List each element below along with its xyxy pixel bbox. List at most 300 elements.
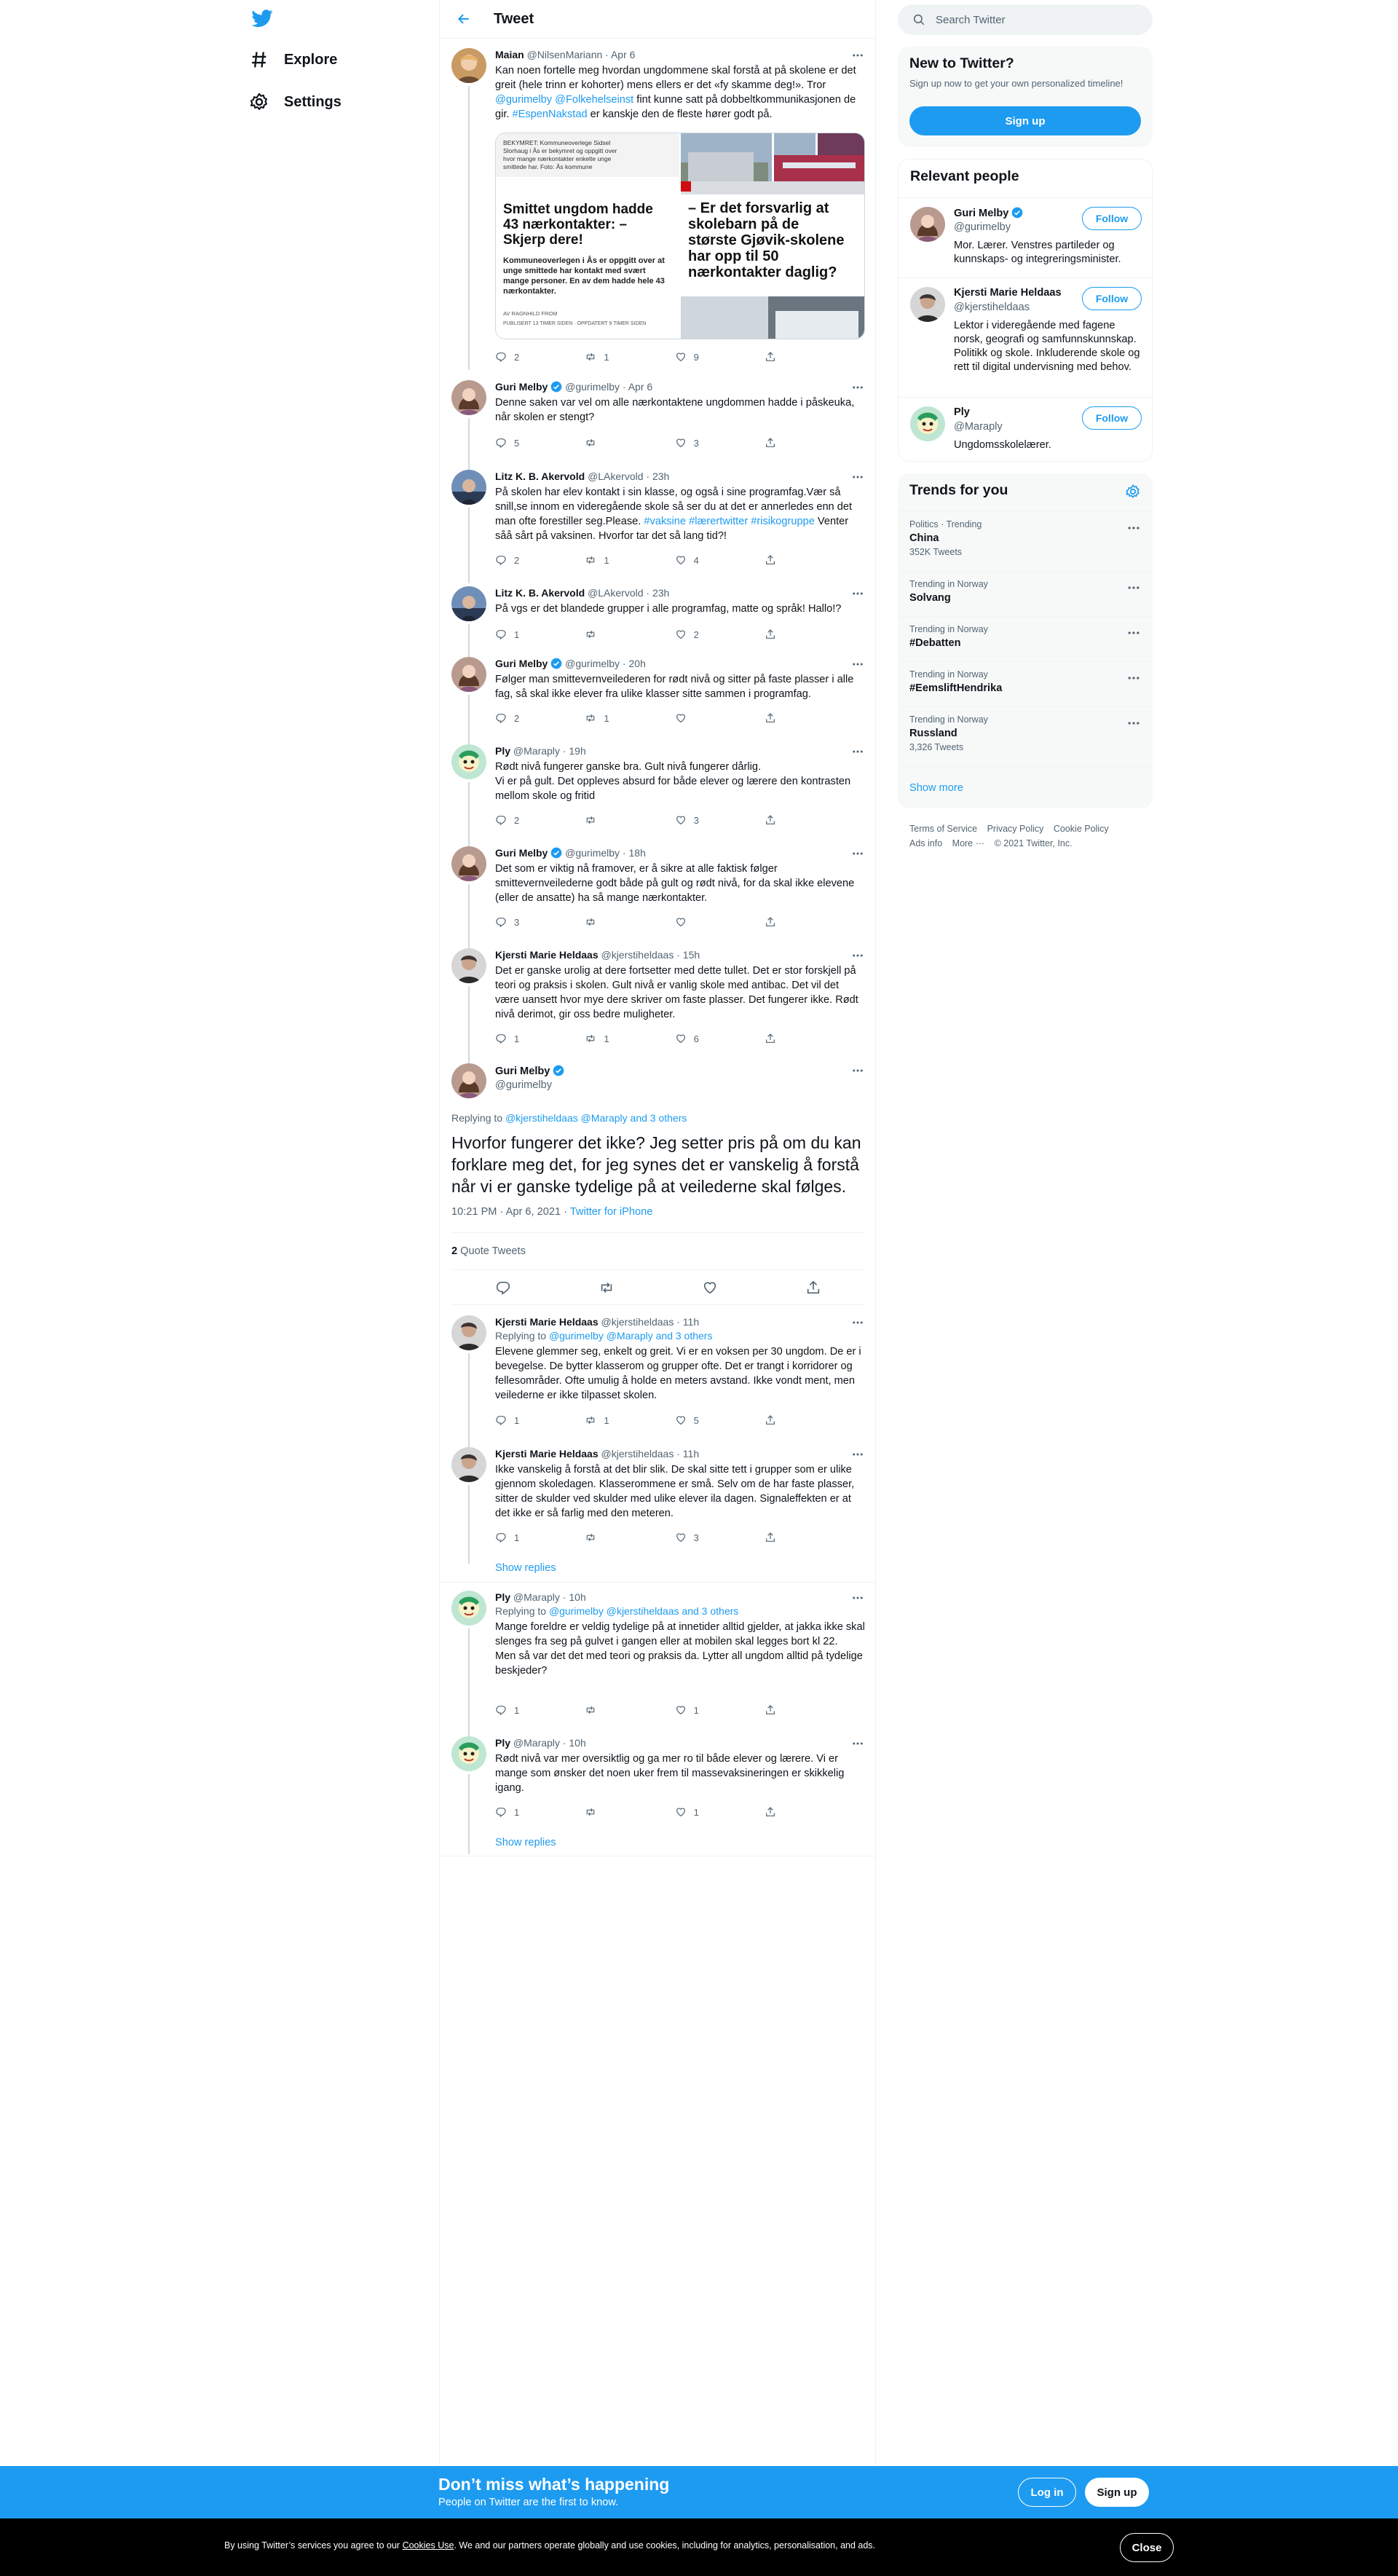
trend-item[interactable] — [898, 511, 1153, 571]
more-icon[interactable] — [850, 48, 865, 63]
share-button[interactable] — [765, 1806, 808, 1818]
trends-title: Trends for you — [909, 482, 1008, 498]
author-name[interactable]: Guri Melby — [495, 381, 548, 393]
retweet-icon — [585, 351, 596, 363]
tweet-actions — [495, 1806, 808, 1818]
footer-privacy-link[interactable]: Privacy Policy — [987, 824, 1044, 834]
heart-icon — [675, 629, 687, 640]
more-icon[interactable] — [850, 948, 865, 963]
person-handle[interactable]: @kjerstiheldaas — [954, 302, 1030, 313]
trend-item[interactable] — [898, 661, 1153, 706]
mention-link[interactable]: @gurimelby — [495, 94, 553, 106]
reply-icon — [495, 437, 507, 449]
more-icon[interactable] — [850, 1736, 865, 1751]
retweet-button[interactable] — [585, 351, 628, 363]
share-button[interactable] — [765, 1414, 808, 1426]
replying-to-links[interactable]: @gurimelby @Maraply and 3 others — [548, 1330, 713, 1342]
more-icon[interactable] — [1126, 716, 1141, 730]
gear-icon[interactable] — [1125, 484, 1141, 500]
tweet-time[interactable]: Apr 6 — [628, 381, 653, 393]
retweet-icon[interactable] — [599, 1280, 615, 1296]
media-right-article — [681, 133, 865, 339]
trend-item[interactable] — [898, 571, 1153, 616]
share-icon[interactable] — [805, 1280, 821, 1296]
back-arrow-icon[interactable] — [451, 7, 476, 31]
tweet-time[interactable]: 10h — [569, 1737, 586, 1749]
main-header — [440, 0, 875, 39]
cookie-close-button[interactable]: Close — [1120, 2533, 1174, 2562]
retweet-count: 1 — [604, 554, 609, 566]
tweet-time[interactable]: 20h — [628, 658, 646, 669]
share-button[interactable] — [765, 814, 808, 826]
share-icon — [765, 1033, 776, 1044]
avatar[interactable] — [451, 470, 486, 505]
media-left-article — [496, 133, 679, 339]
author-handle[interactable]: @Maraply — [513, 1591, 560, 1603]
share-icon — [765, 1806, 776, 1818]
author-name[interactable]: Litz K. B. Akervold — [495, 587, 585, 599]
media-byline: AV RAGNHILD FROM — [503, 310, 558, 317]
share-icon — [765, 814, 776, 826]
person-handle[interactable]: @Maraply — [954, 421, 1003, 433]
avatar[interactable] — [451, 1447, 486, 1482]
focal-author-handle[interactable]: @gurimelby — [495, 1079, 553, 1091]
retweet-count: 1 — [604, 1414, 609, 1426]
hashtag-link[interactable]: #risikogruppe — [751, 516, 815, 527]
person-name[interactable]: Kjersti Marie Heldaas — [954, 287, 1062, 299]
tweet-actions — [495, 629, 808, 640]
nav-item-settings[interactable] — [249, 84, 341, 120]
like-button[interactable] — [675, 814, 719, 826]
show-replies-link[interactable]: Show replies — [495, 1562, 556, 1574]
avatar[interactable] — [451, 1315, 486, 1350]
more-icon[interactable] — [850, 380, 865, 395]
follow-button[interactable]: Follow — [1082, 207, 1142, 230]
reply-button[interactable] — [495, 1532, 539, 1543]
follow-button[interactable]: Follow — [1082, 287, 1142, 310]
retweet-button[interactable] — [585, 1532, 628, 1543]
tweet-time[interactable]: 19h — [569, 745, 586, 757]
focal-time[interactable]: 10:21 PM · Apr 6, 2021 — [451, 1206, 561, 1218]
author-name[interactable]: Guri Melby — [495, 658, 548, 669]
person-card[interactable] — [899, 197, 1153, 277]
school-photo — [681, 133, 865, 194]
hashtag-link[interactable]: #EspenNakstad — [512, 109, 588, 120]
trend-count: 3,326 Tweets — [909, 742, 964, 752]
focal-tweet — [440, 1063, 877, 1311]
like-button[interactable] — [675, 712, 719, 724]
author-name[interactable]: Kjersti Marie Heldaas — [495, 1316, 599, 1328]
retweet-button[interactable] — [585, 554, 628, 566]
more-icon[interactable] — [850, 586, 865, 601]
quote-tweets-stat[interactable] — [451, 1232, 865, 1270]
retweet-icon — [585, 1532, 596, 1543]
thread-line — [468, 418, 470, 476]
tweet-header: Kjersti Marie Heldaas @kjerstiheldaas · 11h — [495, 1448, 700, 1460]
gear-icon — [249, 92, 269, 112]
sidebar-signup-button[interactable]: Sign up — [909, 106, 1141, 135]
search-icon — [912, 13, 925, 26]
cookies-use-link[interactable]: Cookies Use — [402, 2540, 454, 2551]
avatar[interactable] — [910, 406, 945, 441]
author-handle[interactable]: @kjerstiheldaas — [601, 1316, 674, 1328]
reply-button[interactable] — [495, 712, 539, 724]
share-button[interactable] — [765, 712, 808, 724]
retweet-button[interactable] — [585, 1414, 628, 1426]
tweet-header: Ply @Maraply · 19h — [495, 745, 586, 757]
reply-button[interactable] — [495, 554, 539, 566]
tweet-time[interactable]: 23h — [652, 587, 670, 599]
more-icon[interactable] — [850, 744, 865, 759]
author-handle[interactable]: @gurimelby — [565, 381, 620, 393]
reply-button[interactable] — [495, 1033, 539, 1044]
more-icon[interactable] — [1126, 580, 1141, 595]
trend-item[interactable] — [898, 616, 1153, 661]
like-count: 1 — [693, 1704, 699, 1716]
heart-icon — [675, 437, 687, 449]
thread-line — [468, 884, 470, 957]
retweet-icon — [585, 916, 596, 928]
follow-button[interactable]: Follow — [1082, 406, 1142, 430]
tweet-text: Mange foreldre er veldig tydelige på at innetider alltid gjelder, at jakka ikke skal slenges fra seg på gulvet i gangen eller at mobilen skal legges bort kl 22. Men så var det det med teori og praksis da. Lytter all ungdom alltid på tydelige beskjeder? — [495, 1621, 865, 1677]
tweet-time[interactable]: 15h — [682, 949, 700, 961]
reply-icon — [495, 1704, 507, 1716]
tweet-text: Det som er viktig nå framover, er å sikre at alle faktisk følger smittevernveilederne godt både på gult og rødt nivå, for da skal ikke elevene (eller de ansatte) ha så mange nærkontakter. — [495, 863, 855, 904]
reply-button[interactable] — [495, 1414, 539, 1426]
reply-button[interactable] — [495, 916, 539, 928]
person-bio: Mor. Lærer. Venstres partileder og kunnskaps- og integreringsminister. — [954, 240, 1121, 265]
share-icon — [765, 1704, 776, 1716]
author-name[interactable]: Ply — [495, 745, 511, 757]
focal-actions — [451, 1270, 865, 1305]
login-button[interactable]: Log in — [1018, 2478, 1076, 2507]
reply-icon — [495, 814, 507, 826]
person-name[interactable]: Ply — [954, 406, 970, 418]
share-button[interactable] — [765, 554, 808, 566]
verified-badge-icon — [550, 381, 562, 393]
retweet-count: 1 — [604, 1033, 609, 1044]
reply-button[interactable] — [495, 1806, 539, 1818]
footer-terms-link[interactable]: Terms of Service — [909, 824, 978, 834]
trend-count: 352K Tweets — [909, 547, 963, 557]
mention-link[interactable]: @Folkehelseinst — [555, 94, 634, 106]
like-count: 3 — [693, 814, 699, 826]
reply-icon[interactable] — [495, 1280, 511, 1296]
reply-icon — [495, 554, 507, 566]
reply-icon — [495, 916, 507, 928]
like-count: 3 — [693, 1532, 699, 1543]
like-button[interactable] — [675, 916, 719, 928]
retweet-icon — [585, 1033, 596, 1044]
reply-icon — [495, 629, 507, 640]
tweet-text: Denne saken var vel om alle nærkontaktene ungdommen hadde i påskeuka, når skolen er stengt? — [495, 397, 855, 423]
relevant-people-title: Relevant people — [910, 168, 1019, 184]
share-button[interactable] — [765, 916, 808, 928]
more-icon[interactable] — [850, 1063, 865, 1078]
verified-badge-icon — [550, 847, 562, 859]
person-name[interactable]: Guri Melby — [954, 207, 1023, 219]
share-icon — [765, 351, 776, 363]
tweet-time[interactable]: 18h — [628, 847, 646, 859]
reply-count: 1 — [514, 1532, 520, 1543]
thread-line — [468, 1628, 470, 1738]
retweet-button[interactable] — [585, 814, 628, 826]
heart-icon — [675, 1806, 687, 1818]
like-button[interactable] — [675, 437, 719, 449]
reply-button[interactable] — [495, 1704, 539, 1716]
like-button[interactable] — [675, 351, 719, 363]
reply-count: 1 — [514, 629, 520, 640]
replying-to: Replying to @gurimelby @Maraply and 3 others — [495, 1330, 713, 1342]
like-button[interactable] — [675, 554, 719, 566]
footer-links — [909, 822, 1150, 851]
cookie-text: By using Twitter’s services you agree to our Cookies Use. We and our partners operate globally and use cookies, including for analytics, personalisation, and ads. — [224, 2540, 876, 2551]
heart-icon — [675, 554, 687, 566]
author-handle[interactable]: @gurimelby — [565, 658, 620, 669]
reply-count: 2 — [514, 554, 520, 566]
tweet-time[interactable]: 11h — [682, 1316, 700, 1328]
retweet-icon — [585, 1414, 596, 1426]
like-count: 9 — [693, 351, 699, 363]
avatar[interactable] — [451, 744, 486, 779]
more-icon[interactable] — [1126, 521, 1141, 535]
nav-explore-label: Explore — [284, 51, 338, 68]
heart-icon[interactable] — [702, 1280, 718, 1296]
reply-icon — [495, 351, 507, 363]
share-button[interactable] — [765, 629, 808, 640]
tweet-actions — [495, 554, 808, 566]
share-button[interactable] — [765, 1704, 808, 1716]
retweet-count: 1 — [604, 712, 609, 724]
more-icon[interactable] — [850, 846, 865, 861]
text-segment: er kanskje den de fleste hører godt på. — [587, 109, 773, 120]
author-name[interactable]: Ply — [495, 1737, 511, 1749]
tweet-text: Elevene glemmer seg, enkelt og greit. Vi er en voksen per 30 ungdom. De er i bevegelse. De bytter klasserom og grupper ofte. Det er trangt i korridorer og fellesområder. Ofte umulig å holde en meters avstand. Ikke vondt ment, men veilederne er ikke tilpasset skolen. — [495, 1346, 861, 1401]
heart-icon — [675, 814, 687, 826]
author-name[interactable]: Maian — [495, 49, 524, 60]
trend-item[interactable] — [898, 706, 1153, 766]
tweet-text: Følger man smittevernveilederen for rødt nivå og sitter på faste plasser i alle fag, så skal ikke elever fra ulike klasser sitte sammen i programfag. — [495, 674, 854, 700]
author-name[interactable]: Kjersti Marie Heldaas — [495, 1448, 599, 1460]
author-handle[interactable]: @NilsenMariann — [526, 49, 603, 60]
retweet-button[interactable] — [585, 1704, 628, 1716]
person-bio: Lektor i videregående med fagene norsk, geografi og samfunnskunnskap. Politikk og skole. Inkluderende skole og rett til digital undervisning med behov. — [954, 320, 1140, 373]
show-replies-link[interactable]: Show replies — [495, 1837, 556, 1848]
trend-name: Solvang — [909, 592, 951, 604]
tweet-time[interactable]: 11h — [682, 1448, 700, 1460]
reply-icon — [495, 712, 507, 724]
reply-button[interactable] — [495, 814, 539, 826]
author-handle[interactable]: @gurimelby — [565, 847, 620, 859]
like-count: 6 — [693, 1033, 699, 1044]
nav-item-explore[interactable] — [249, 42, 337, 78]
retweet-button[interactable] — [585, 916, 628, 928]
tweet-time[interactable]: 23h — [652, 470, 670, 482]
reply-count: 2 — [514, 712, 520, 724]
thread-line — [468, 1353, 470, 1448]
news-logo-icon — [681, 181, 691, 192]
reply-button[interactable] — [495, 351, 539, 363]
tweet-header: Guri Melby @gurimelby · Apr 6 — [495, 381, 653, 393]
focal-source[interactable]: Twitter for iPhone — [569, 1206, 653, 1218]
replying-to-links[interactable]: @gurimelby @kjerstiheldaas and 3 others — [548, 1605, 739, 1617]
avatar[interactable] — [451, 48, 486, 83]
search-placeholder: Search Twitter — [936, 13, 1006, 26]
trend-context: Politics · Trending — [909, 519, 982, 529]
reply-count: 2 — [514, 814, 520, 826]
author-handle[interactable]: @Maraply — [513, 745, 560, 757]
avatar[interactable] — [451, 586, 486, 621]
new-to-twitter-panel — [898, 47, 1153, 147]
retweet-button[interactable] — [585, 1806, 628, 1818]
thread-line — [468, 1774, 470, 1854]
search-input[interactable] — [898, 4, 1153, 35]
signup-button[interactable]: Sign up — [1085, 2478, 1149, 2507]
retweet-icon — [585, 437, 596, 449]
show-more-link[interactable]: Show more — [909, 782, 963, 794]
media-published: PUBLISERT 13 TIMER SIDEN · OPPDATERT 9 TIMER SIDEN — [503, 321, 647, 326]
avatar[interactable] — [451, 948, 486, 983]
avatar[interactable] — [451, 380, 486, 415]
tweet-media[interactable] — [495, 133, 865, 339]
tweet-time[interactable]: Apr 6 — [610, 49, 636, 60]
like-button[interactable] — [675, 1033, 719, 1044]
heart-icon — [675, 1414, 687, 1426]
reply-count: 1 — [514, 1704, 520, 1716]
tweet-actions — [495, 1704, 808, 1716]
media-right-headline: – Er det forsvarlig at skolebarn på de største Gjøvik-skolene har opp til 50 nærkontakter daglig? — [688, 200, 845, 280]
tweet-text: Rødt nivå fungerer ganske bra. Gult nivå fungerer dårlig. Vi er på gult. Det oppleves absurd for både elever og lærere den kontrasten mellom skole og fritid — [495, 761, 851, 802]
author-name[interactable]: Guri Melby — [495, 847, 548, 859]
retweet-button[interactable] — [585, 1033, 628, 1044]
avatar[interactable] — [451, 1591, 486, 1626]
author-handle[interactable]: @kjerstiheldaas — [601, 949, 674, 961]
share-icon — [765, 916, 776, 928]
like-button[interactable] — [675, 1532, 719, 1543]
avatar[interactable] — [910, 287, 945, 322]
quote-count: 2 — [451, 1245, 458, 1257]
avatar[interactable] — [451, 657, 486, 692]
author-name[interactable]: Litz K. B. Akervold — [495, 470, 585, 482]
share-icon — [765, 712, 776, 724]
tweet-actions — [495, 916, 808, 928]
person-bio: Ungdomsskolelærer. — [954, 439, 1051, 451]
more-icon[interactable] — [850, 657, 865, 671]
replying-to: Replying to @gurimelby @kjerstiheldaas and 3 others — [495, 1605, 739, 1617]
heart-icon — [675, 1033, 687, 1044]
retweet-button[interactable] — [585, 712, 628, 724]
signup-banner — [0, 2466, 1398, 2518]
new-to-twitter-subtitle: Sign up now to get your own personalized timeline! — [909, 78, 1123, 89]
person-card[interactable] — [899, 277, 1153, 397]
footer-cookie-link[interactable]: Cookie Policy — [1053, 824, 1109, 834]
twitter-bird-icon[interactable] — [250, 7, 274, 31]
trend-context: Trending in Norway — [909, 714, 988, 725]
trend-context: Trending in Norway — [909, 624, 988, 634]
thread-line — [468, 782, 470, 855]
replying-to: Replying to @kjerstiheldaas @Maraply and 3 others — [451, 1112, 687, 1124]
share-button[interactable] — [765, 351, 808, 363]
retweet-button[interactable] — [585, 437, 628, 449]
person-handle[interactable]: @gurimelby — [954, 221, 1011, 233]
footer-more-link[interactable]: More ··· — [952, 838, 985, 848]
focal-author-name[interactable]: Guri Melby — [495, 1065, 564, 1077]
author-name[interactable]: Kjersti Marie Heldaas — [495, 949, 599, 961]
reply-button[interactable] — [495, 437, 539, 449]
avatar[interactable] — [910, 207, 945, 242]
tweet-time[interactable]: 10h — [569, 1591, 586, 1603]
tweet-text: Ikke vanskelig å forstå at det blir slik. De skal sitte tett i grupper som er ulike gjennom skoledagen. Klasserommene er små. Selv om de har faste plasser, sitter de skulder ved skulder med ulike elever ila dagen. Signaleffekten er at det ikke er så farlig med den meteren. — [495, 1464, 855, 1519]
replying-to-links[interactable]: @kjerstiheldaas @Maraply and 3 others — [505, 1112, 687, 1124]
author-handle[interactable]: @LAkervold — [588, 470, 644, 482]
trend-name: #EemsliftHendrika — [909, 682, 1003, 694]
more-icon[interactable] — [850, 470, 865, 484]
tweet-header: Litz K. B. Akervold @LAkervold · 23h — [495, 470, 670, 482]
more-icon[interactable] — [850, 1447, 865, 1462]
like-button[interactable] — [675, 1704, 719, 1716]
author-name[interactable]: Ply — [495, 1591, 511, 1603]
retweet-icon — [585, 712, 596, 724]
more-icon[interactable] — [850, 1315, 865, 1330]
text-segment: Kan noen fortelle meg hvordan ungdommene skal forstå at på skolene er det greit (hele trinn er kohorter) mens ellers er det «fy skamme deg!». Tror — [495, 65, 856, 91]
text-segment: På skolen har elev kontakt i sin klasse, og også i sine programfag.Vær så snill,se innom en videregående skole så ser du at det er annerledes enn det man ofte forestiller seg.Please. — [495, 487, 853, 527]
author-handle[interactable]: @kjerstiheldaas — [601, 1448, 674, 1460]
verified-badge-icon — [1011, 207, 1023, 218]
footer-ads-link[interactable]: Ads info — [909, 838, 943, 848]
hashtag-link[interactable]: #vaksine — [644, 516, 687, 527]
tweet-header: Maian @NilsenMariann · Apr 6 — [495, 49, 636, 60]
cookie-banner — [0, 2518, 1398, 2576]
hashtag-link[interactable]: #lærertwitter — [689, 516, 749, 527]
more-icon[interactable] — [1126, 671, 1141, 685]
thread-line — [468, 86, 470, 370]
avatar[interactable] — [451, 846, 486, 881]
like-count: 1 — [693, 1806, 699, 1818]
like-button[interactable] — [675, 629, 719, 640]
person-card[interactable] — [899, 397, 1153, 461]
retweet-icon — [585, 629, 596, 640]
relevant-people-panel — [898, 159, 1153, 462]
more-icon[interactable] — [850, 1591, 865, 1605]
tweet-text — [495, 485, 865, 543]
more-icon[interactable] — [1126, 626, 1141, 640]
share-button[interactable] — [765, 437, 808, 449]
share-button[interactable] — [765, 1033, 808, 1044]
share-button[interactable] — [765, 1532, 808, 1543]
reply-count: 2 — [514, 351, 520, 363]
reply-button[interactable] — [495, 629, 539, 640]
like-button[interactable] — [675, 1806, 719, 1818]
trend-name: Russland — [909, 728, 957, 739]
heart-icon — [675, 1532, 687, 1543]
like-count: 3 — [693, 437, 699, 449]
avatar[interactable] — [451, 1063, 486, 1098]
tweet-header: Guri Melby @gurimelby · 18h — [495, 847, 646, 859]
hashtag-icon — [249, 50, 269, 70]
thread-line — [468, 1441, 470, 1447]
tweet-actions — [495, 814, 808, 826]
avatar[interactable] — [451, 1736, 486, 1771]
reply-count: 1 — [514, 1806, 520, 1818]
like-button[interactable] — [675, 1414, 719, 1426]
author-handle[interactable]: @Maraply — [513, 1737, 560, 1749]
retweet-count: 1 — [604, 351, 609, 363]
trends-panel — [898, 473, 1153, 808]
media-kicker: BEKYMRET: Kommuneoverlege Sidsel Slorhaug i Ås er bekymret og oppgitt over hvor mange nærkontakter enkelte unge smittede har. Foto: Ås kommune — [503, 139, 617, 170]
tweet-actions — [495, 351, 808, 363]
author-handle[interactable]: @LAkervold — [588, 587, 644, 599]
retweet-button[interactable] — [585, 629, 628, 640]
